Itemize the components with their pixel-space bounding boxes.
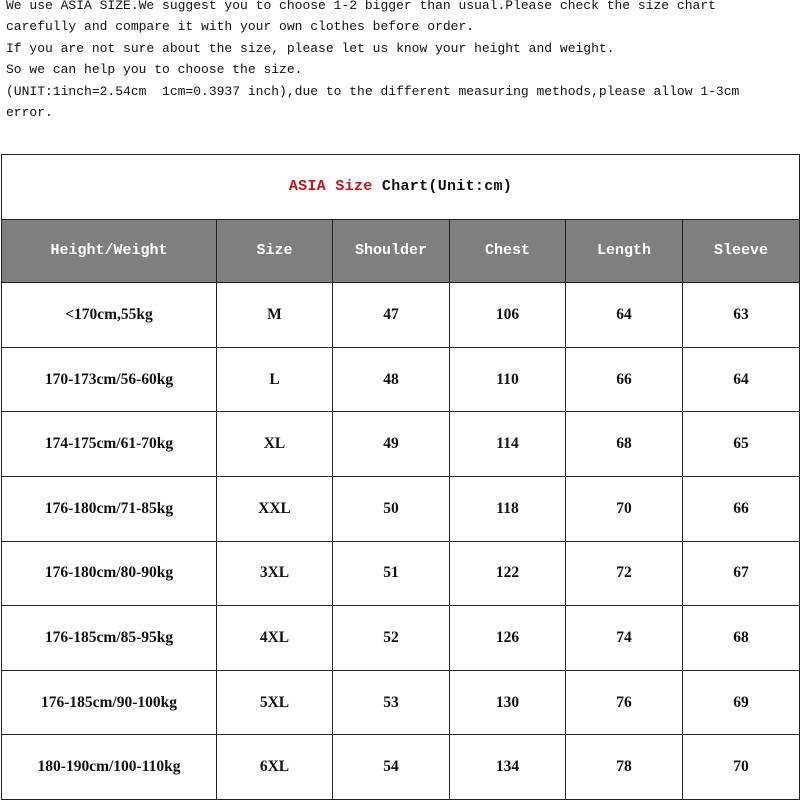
- table-cell: 72: [566, 541, 683, 606]
- note-line: We use ASIA SIZE.We suggest you to choose 1-2 bigger than usual.Please check the size chart: [6, 0, 716, 13]
- table-cell: 6XL: [217, 735, 333, 800]
- table-cell: 64: [566, 283, 683, 348]
- size-notes: [6, 0, 800, 127]
- table-cell: 47: [333, 283, 450, 348]
- table-cell: 106: [450, 283, 566, 348]
- table-cell: 176-180cm/80-90kg: [2, 541, 217, 606]
- note-line: So we can help you to choose the size.: [6, 62, 303, 78]
- table-cell: 176-185cm/85-95kg: [2, 606, 217, 671]
- table-cell: 4XL: [217, 606, 333, 671]
- note-line: If you are not sure about the size, please let us know your height and weight.: [6, 40, 615, 56]
- column-header: Height/Weight: [2, 219, 217, 283]
- note-line: (UNIT:1inch=2.54cm 1cm=0.3937 inch),due to the different measuring methods,please allow 1-3cm: [6, 83, 740, 99]
- table-cell: 134: [450, 735, 566, 800]
- table-row: [2, 412, 800, 477]
- table-cell: 176-180cm/71-85kg: [2, 476, 217, 541]
- table-cell: 50: [333, 476, 450, 541]
- table-cell: 64: [683, 347, 800, 412]
- table-title: [2, 155, 800, 220]
- table-cell: 51: [333, 541, 450, 606]
- table-cell: 126: [450, 606, 566, 671]
- column-header: Shoulder: [333, 219, 450, 283]
- table-cell: 68: [683, 606, 800, 671]
- table-cell: <170cm,55kg: [2, 283, 217, 348]
- table-row: [2, 670, 800, 735]
- table-cell: 70: [566, 476, 683, 541]
- title-rest: Chart(Unit:cm): [372, 178, 513, 196]
- table-cell: 54: [333, 735, 450, 800]
- table-cell: 69: [683, 670, 800, 735]
- column-header: Sleeve: [683, 219, 800, 283]
- column-header: Chest: [450, 219, 566, 283]
- table-cell: 49: [333, 412, 450, 477]
- table-cell: 63: [683, 283, 800, 348]
- table-cell: 174-175cm/61-70kg: [2, 412, 217, 477]
- column-header: Size: [217, 219, 333, 283]
- table-row: [2, 283, 800, 348]
- table-cell: 67: [683, 541, 800, 606]
- table-row: [2, 347, 800, 412]
- title-highlight: ASIA Size: [288, 178, 373, 196]
- note-line: carefully and compare it with your own clothes before order.: [6, 19, 475, 35]
- table-cell: 76: [566, 670, 683, 735]
- table-cell: 180-190cm/100-110kg: [2, 735, 217, 800]
- table-cell: 53: [333, 670, 450, 735]
- table-cell: 176-185cm/90-100kg: [2, 670, 217, 735]
- size-chart-table: [1, 154, 800, 800]
- table-cell: 52: [333, 606, 450, 671]
- table-cell: 114: [450, 412, 566, 477]
- table-cell: 5XL: [217, 670, 333, 735]
- table-row: [2, 476, 800, 541]
- table-cell: 74: [566, 606, 683, 671]
- table-cell: 70: [683, 735, 800, 800]
- table-cell: M: [217, 283, 333, 348]
- table-cell: XL: [217, 412, 333, 477]
- table-cell: 122: [450, 541, 566, 606]
- note-line: error.: [6, 104, 53, 120]
- table-cell: XXL: [217, 476, 333, 541]
- table-title-row: [2, 155, 800, 220]
- table-cell: 66: [566, 347, 683, 412]
- table-row: [2, 541, 800, 606]
- table-cell: 68: [566, 412, 683, 477]
- table-cell: 78: [566, 735, 683, 800]
- table-cell: L: [217, 347, 333, 412]
- table-cell: 48: [333, 347, 450, 412]
- table-cell: 66: [683, 476, 800, 541]
- table-cell: 130: [450, 670, 566, 735]
- column-header: Length: [566, 219, 683, 283]
- table-header-row: [2, 219, 800, 283]
- table-cell: 3XL: [217, 541, 333, 606]
- table-row: [2, 606, 800, 671]
- table-cell: 118: [450, 476, 566, 541]
- table-cell: 110: [450, 347, 566, 412]
- table-cell: 170-173cm/56-60kg: [2, 347, 217, 412]
- table-cell: 65: [683, 412, 800, 477]
- table-row: [2, 735, 800, 800]
